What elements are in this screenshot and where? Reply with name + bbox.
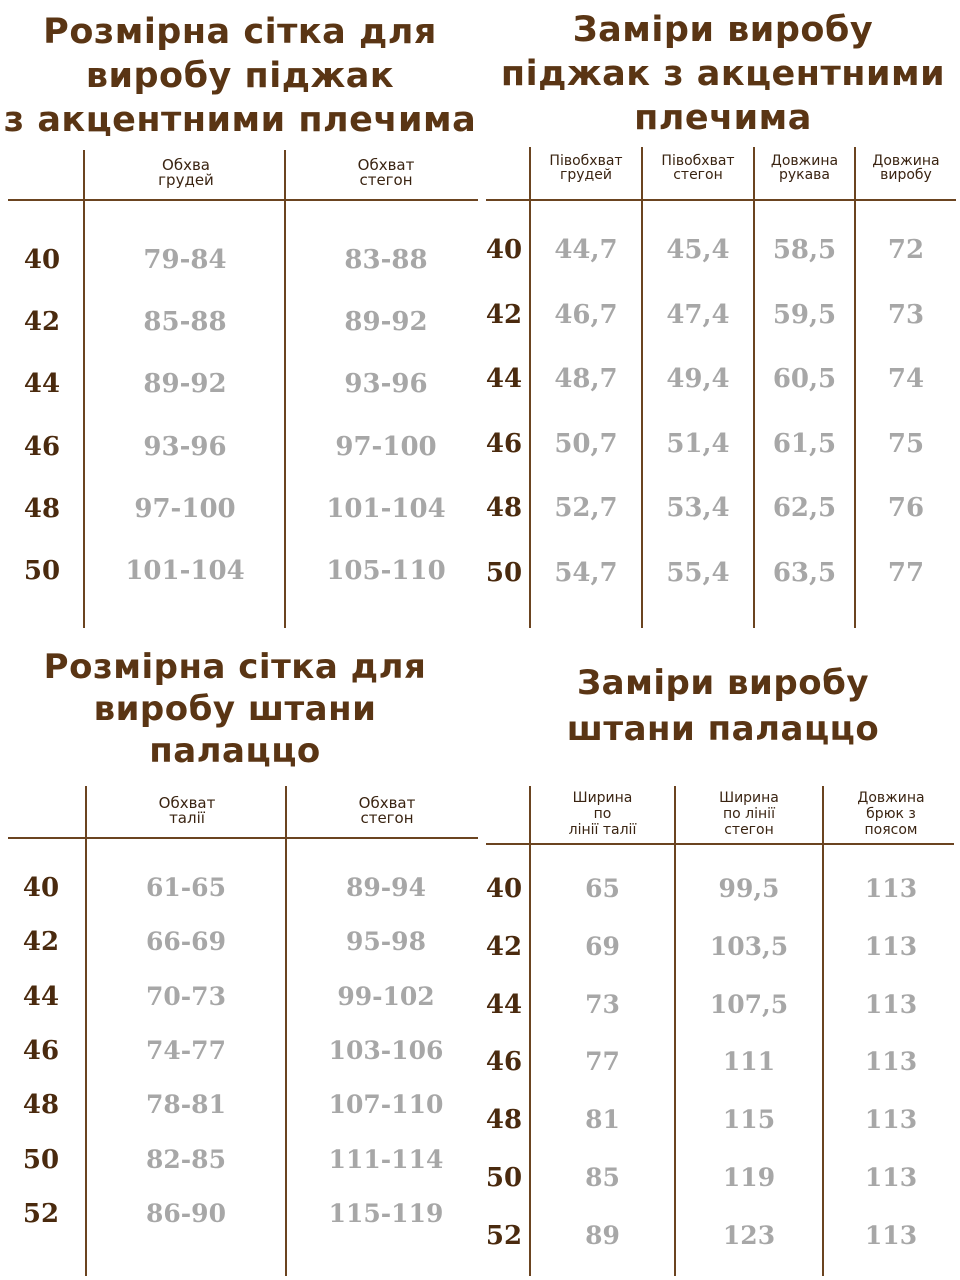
size-label: 52 (22, 1199, 60, 1229)
header-underline (8, 199, 478, 201)
column-header-half-hips (643, 154, 753, 182)
header-underline (8, 837, 478, 839)
size-label: 52 (485, 1221, 523, 1251)
table-cell: 99-102 (337, 982, 435, 1011)
table-cell: 58,5 (772, 235, 837, 265)
table-cell: 89-92 (143, 369, 227, 399)
column-header-half-chest (531, 154, 641, 182)
table-cell: 113 (864, 1163, 918, 1192)
header-text: Обхват (358, 794, 416, 812)
header-text: грудей (560, 167, 612, 183)
table-cell: 85-88 (143, 307, 227, 337)
table-cell: 77 (887, 558, 925, 588)
table-cell: 72 (887, 235, 925, 265)
table-cell: 103-106 (328, 1036, 444, 1065)
title-line: Заміри виробу (577, 663, 869, 703)
table-cell: 46,7 (554, 300, 618, 330)
size-label: 46 (485, 429, 523, 459)
table-cell: 86-90 (146, 1199, 226, 1228)
table-cell: 63,5 (772, 558, 837, 588)
size-label: 46 (23, 432, 61, 462)
table-cell: 101-104 (125, 556, 245, 586)
header-text: талії (169, 809, 205, 827)
size-label: 44 (23, 369, 61, 399)
table-cell: 82-85 (146, 1145, 226, 1174)
header-text: Півобхват (661, 153, 735, 169)
size-label: 44 (485, 364, 523, 394)
size-label: 42 (23, 307, 61, 337)
size-label: 42 (22, 927, 60, 957)
table-cell: 113 (864, 990, 918, 1019)
table-cell: 81 (585, 1105, 620, 1134)
table-cell: 83-88 (344, 245, 428, 275)
table-cell: 89-92 (344, 307, 428, 337)
title-line: палаццо (149, 731, 321, 771)
table-cell: 107,5 (709, 990, 789, 1019)
header-text: стегон (724, 822, 774, 838)
table-cell: 115 (722, 1105, 776, 1134)
size-label: 50 (485, 1163, 523, 1193)
table-cell: 74 (887, 364, 925, 394)
size-label: 48 (485, 493, 523, 523)
table-cell: 111 (722, 1047, 776, 1076)
header-text: Півобхват (549, 153, 623, 169)
title-line: Заміри виробу (572, 10, 874, 50)
column-header-waist (89, 796, 285, 826)
table-cell: 115-119 (328, 1199, 444, 1228)
size-label: 44 (22, 982, 60, 1012)
table-cell: 52,7 (554, 493, 618, 523)
jacket-measurements-title (486, 8, 960, 140)
title-line: з акцентними плечима (3, 100, 477, 140)
table-cell: 61-65 (146, 873, 226, 902)
header-text: грудей (158, 171, 214, 189)
column-header-sleeve-length (755, 154, 854, 182)
table-cell: 97-100 (335, 432, 437, 462)
table-cell: 113 (864, 932, 918, 961)
size-label: 48 (23, 494, 61, 524)
header-text: Ширина (572, 790, 633, 806)
column-header-hips (289, 796, 485, 826)
header-text: по (593, 806, 612, 822)
jacket-size-grid-title (0, 10, 480, 142)
size-label: 40 (22, 873, 60, 903)
table-cell: 113 (864, 1047, 918, 1076)
table-cell: 103,5 (709, 932, 789, 961)
table-cell: 113 (864, 1105, 918, 1134)
table-cell: 44,7 (554, 235, 618, 265)
table-cell: 113 (864, 874, 918, 903)
header-text: Ширина (719, 790, 779, 806)
table-cell: 123 (722, 1221, 776, 1250)
table-cell: 45,4 (666, 235, 730, 265)
trousers-size-grid-title (0, 646, 470, 772)
table-cell: 70-73 (146, 982, 226, 1011)
header-text: Обхва (162, 156, 210, 174)
table-cell: 62,5 (772, 493, 837, 523)
size-label: 50 (22, 1145, 60, 1175)
column-header-trouser-length (824, 790, 958, 838)
table-cell: 65 (585, 874, 620, 903)
table-cell: 89 (585, 1221, 620, 1250)
header-text: Обхват (158, 794, 216, 812)
header-text: стегон (359, 171, 413, 189)
title-line: виробу піджак (85, 56, 395, 96)
table-cell: 97-100 (134, 494, 236, 524)
title-line: Розмірна сітка для (43, 647, 427, 687)
header-underline (486, 843, 954, 845)
trousers-measurements-title (486, 660, 960, 752)
column-header-hips (288, 158, 484, 188)
table-cell: 95-98 (346, 927, 426, 956)
table-cell: 47,4 (666, 300, 730, 330)
table-divider (529, 786, 531, 1276)
size-label: 44 (485, 990, 523, 1020)
table-cell: 48,7 (554, 364, 618, 394)
table-cell: 76 (887, 493, 925, 523)
table-cell: 79-84 (143, 245, 227, 275)
header-text: Довжина (857, 790, 925, 806)
header-text: Обхват (357, 156, 415, 174)
table-cell: 61,5 (772, 429, 837, 459)
header-text: брюк з (866, 806, 916, 822)
table-cell: 73 (585, 990, 620, 1019)
table-cell: 53,4 (666, 493, 730, 523)
table-cell: 89-94 (346, 873, 426, 902)
table-cell: 113 (864, 1221, 918, 1250)
table-cell: 78-81 (146, 1090, 226, 1119)
table-cell: 75 (887, 429, 925, 459)
header-text: Довжина (872, 153, 940, 169)
title-line: плечима (634, 98, 812, 138)
size-label: 46 (22, 1036, 60, 1066)
header-text: стегон (673, 167, 723, 183)
table-cell: 93-96 (344, 369, 428, 399)
table-cell: 119 (722, 1163, 776, 1192)
table-cell: 73 (887, 300, 925, 330)
table-cell: 105-110 (326, 556, 446, 586)
table-cell: 49,4 (666, 364, 730, 394)
table-cell: 60,5 (772, 364, 837, 394)
table-cell: 99,5 (718, 874, 780, 903)
column-header-waist-width (531, 790, 674, 838)
table-cell: 93-96 (143, 432, 227, 462)
size-label: 48 (485, 1105, 523, 1135)
table-cell: 50,7 (554, 429, 618, 459)
table-cell: 66-69 (146, 927, 226, 956)
title-line: піджак з акцентними (500, 54, 946, 94)
table-cell: 101-104 (326, 494, 446, 524)
column-header-garment-length (856, 154, 956, 182)
header-text: лінії талії (568, 822, 637, 838)
size-label: 50 (485, 558, 523, 588)
header-text: поясом (864, 822, 918, 838)
table-cell: 51,4 (666, 429, 730, 459)
table-divider (674, 786, 676, 1276)
table-divider (822, 786, 824, 1276)
table-cell: 74-77 (146, 1036, 226, 1065)
size-label: 46 (485, 1047, 523, 1077)
size-label: 42 (485, 932, 523, 962)
table-cell: 54,7 (554, 558, 618, 588)
size-label: 40 (485, 874, 523, 904)
header-underline (486, 199, 956, 201)
size-label: 50 (23, 556, 61, 586)
header-text: виробу (880, 167, 932, 183)
column-header-hip-width (676, 790, 822, 838)
table-cell: 59,5 (772, 300, 837, 330)
title-line: штани палаццо (566, 709, 880, 749)
column-header-chest (88, 158, 284, 188)
size-label: 42 (485, 300, 523, 330)
title-line: Розмірна сітка для (43, 12, 437, 52)
size-label: 48 (22, 1090, 60, 1120)
size-label: 40 (485, 235, 523, 265)
table-cell: 85 (585, 1163, 620, 1192)
header-text: стегон (360, 809, 414, 827)
size-label: 40 (23, 245, 61, 275)
table-cell: 69 (585, 932, 620, 961)
header-text: рукава (778, 167, 831, 183)
table-cell: 107-110 (328, 1090, 444, 1119)
table-cell: 77 (585, 1047, 620, 1076)
table-cell: 111-114 (328, 1145, 444, 1174)
header-text: Довжина (770, 153, 839, 169)
title-line: виробу штани (93, 689, 377, 729)
table-cell: 55,4 (666, 558, 730, 588)
header-text: по лінії (723, 806, 775, 822)
